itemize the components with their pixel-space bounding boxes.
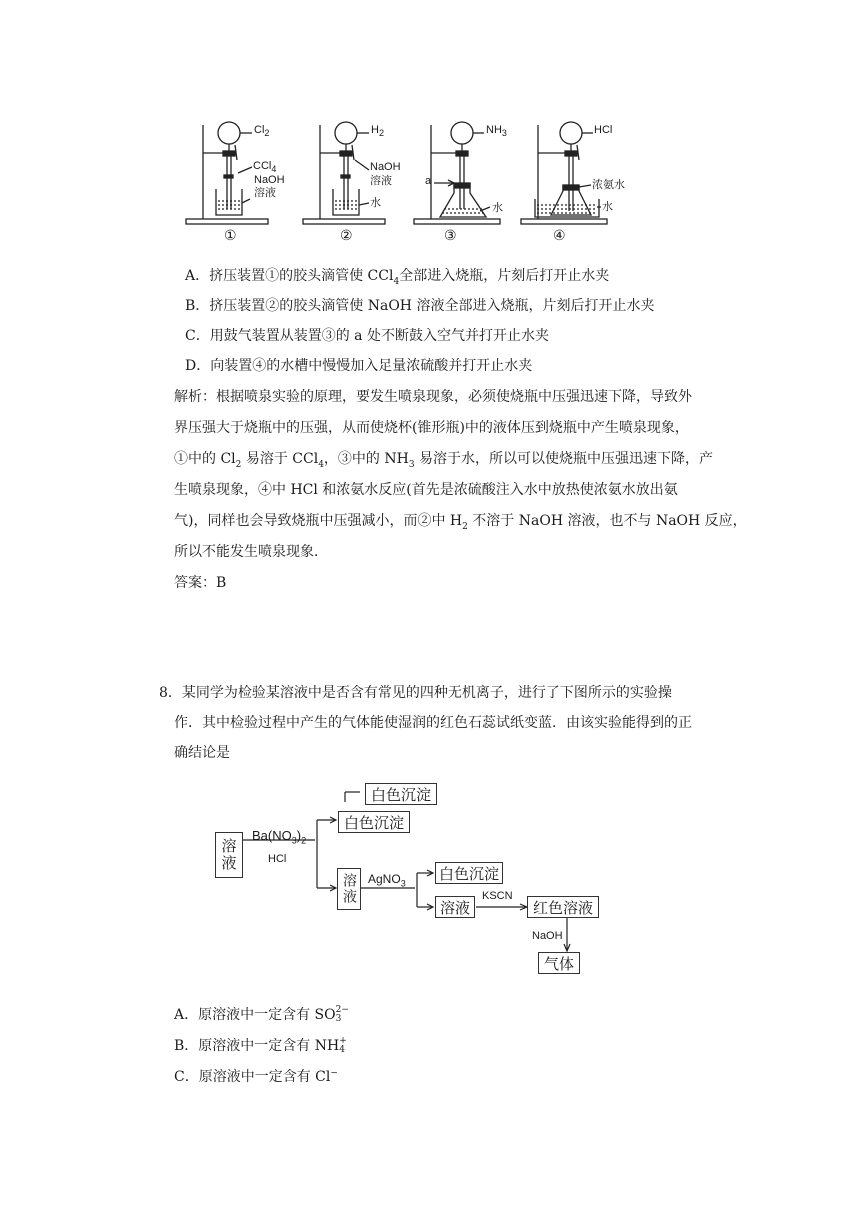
q8-option-a: A．原溶液中一定含有 SO 2− 3 [174,1005,349,1024]
q8-stem-line-3: 确结论是 [174,745,230,761]
apparatus-figure [180,115,630,250]
apparatus-3-flask-liquid: 水 [492,202,503,214]
apparatus-1-beaker-liquid-1: NaOH [254,174,285,186]
flow-reagent-5: NaOH [532,930,563,942]
apparatus-3-gas: $NH_3$ [486,124,507,139]
q8-stem-line-1: 8．某同学为检验某溶液中是否含有常见的四种无机离子，进行了下图所示的实验操 [159,685,672,701]
q7-option-b: B．挤压装置②的胶头滴管使 NaOH 溶液全部进入烧瓶，片刻后打开止水夹 [185,298,655,314]
apparatus-4-trough-liquid: 水 [602,201,613,213]
apparatus-3-number: ③ [444,228,457,244]
q8-stem-line-2: 作．其中检验过程中产生的气体能使湿润的红色石蕊试纸变蓝．由该实验能得到的正 [174,715,692,731]
q7-analysis-line-2: 界压强大于烧瓶中的压强，从而使烧杯(锥形瓶)中的液体压到烧瓶中产生喷泉现象， [174,420,689,436]
flow-top-precipitate-box: 白色沉淀 [365,783,437,805]
apparatus-4-gas: HCl [594,124,613,136]
apparatus-2-number: ② [340,228,353,244]
apparatus-1-number: ① [224,228,237,244]
flow-precipitate-1-box: 白色沉淀 [338,811,410,833]
q7-analysis-line-1: 解析：根据喷泉实验的原理，要发生喷泉现象，必须使烧瓶中压强迅速下降，导致外 [174,389,692,405]
flow-reagent-4: KSCN [482,890,513,902]
q7-analysis-line-6: 所以不能发生喷泉现象． [174,544,328,560]
flow-solution-2-box: 溶液 [337,868,361,910]
flow-original-solution-box: 溶液 [215,832,243,878]
q8-option-b: B．原溶液中一定含有 NH + 4 [174,1036,347,1055]
apparatus-3-inlet: a [425,175,432,187]
apparatus-1-beaker-liquid-2: 溶液 [254,187,276,199]
flowchart-arrows [210,780,620,980]
apparatus-4-outer-liquid: 浓氨水 [592,179,625,191]
apparatus-3-drawing [414,122,500,224]
apparatus-4-number: ④ [553,228,566,244]
apparatus-1-gas: $Cl_2$ [254,124,270,139]
flow-red-solution-box: 红色溶液 [527,896,599,918]
flow-solution-3-box: 溶液 [435,896,475,918]
flowchart [210,780,620,980]
q7-analysis-line-5: 气)，同样也会导致烧瓶中压强减小，而②中 $H_2$ 不溶于 NaOH 溶液，也不与 NaOH 反应， [174,513,747,532]
flow-reagent-3: AgNO$_3$ [368,872,406,889]
flow-gas-box: 气体 [538,952,580,974]
apparatus-2-dropper-liquid-2: 溶液 [370,175,392,187]
apparatus-2-gas: $H_2$ [371,124,384,139]
apparatus-4-drawing [521,122,607,224]
flow-reagent-2: HCl [268,853,287,865]
q7-option-a: A．挤压装置①的胶头滴管使 CCl$_4$全部进入烧瓶，片刻后打开止水夹 [185,268,610,287]
q7-answer: 答案：B [174,575,227,591]
q8-option-c: C．原溶液中一定含有 Cl− [174,1068,338,1085]
q7-analysis-line-4: 生喷泉现象，④中 HCl 和浓氨水反应(首先是浓硫酸注入水中放热使浓氨水放出氨 [174,482,678,498]
q7-analysis-line-3: ①中的 $Cl_2$ 易溶于 CCl$_4$，③中的 $NH_3$ 易溶于水，所以可以使烧瓶中压强迅速下降，产 [174,451,714,470]
apparatus-2-beaker-liquid: 水 [370,197,381,209]
flow-reagent-1: $Ba(NO_3)_2$ [252,828,307,846]
q7-option-d: D．向装置④的水槽中慢慢加入足量浓硫酸并打开止水夹 [185,358,533,374]
apparatus-1-dropper-liquid: CCl$_4$ [253,160,277,175]
q7-option-c: C．用鼓气装置从装置③的 a 处不断鼓入空气并打开止水夹 [185,328,549,344]
apparatus-2-dropper-liquid-1: NaOH [370,161,401,173]
apparatus-1-drawing [186,122,268,224]
flow-precipitate-2-box: 白色沉淀 [435,862,503,884]
